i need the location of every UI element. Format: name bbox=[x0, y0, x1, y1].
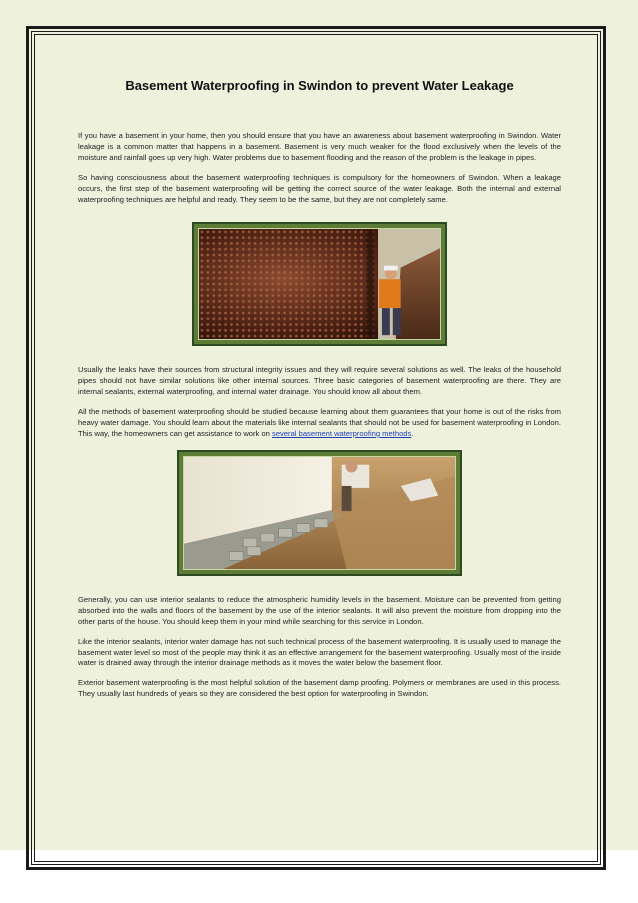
photo-membrane-installation bbox=[192, 222, 447, 346]
paragraph-interior-sealants: Generally, you can use interior sealants to reduce the atmospheric humidity levels in the basement. Moisture can be prevented from getting absorbed into the walls and floors of the basement by the use of the interior sealants. It will also prevent the moisture from dropping into the other parts of the house. You should keep them in your mind while searching for this service in London. bbox=[78, 594, 561, 626]
paragraph-methods bbox=[78, 407, 561, 440]
membrane-wall-image bbox=[199, 229, 440, 339]
document-body bbox=[78, 72, 561, 700]
paragraph-consciousness: So having consciousness about the basement waterproofing techniques is compulsory for the homeowners of Swindon. When a leakage occurs, the first step of the basement waterproofing will be getting the correct source of the water leakage. Both the internal and external waterproofing techniques are helpful and ready. They seem to be the same, but they are not completely same. bbox=[78, 172, 561, 204]
paragraph-interior-damage: Like the interior sealants, interior water damage has not such technical process of the basement waterproofing. It is usually used to manage the basement water level so most of the people may think it as an effective arrangement for the basement waterproofing. Usually most of the inside water is drained away through the interior drainage methods as it moves the water below the basement floor. bbox=[78, 636, 561, 668]
document-title: Basement Waterproofing in Swindon to prevent Water Leakage bbox=[125, 78, 514, 93]
paragraph-methods-text: All the methods of basement waterproofing should be studied because learning about them guarantees that your home is out of the risks from heavy water damage. You should learn about the materials like internal sealants that should not be used for basement waterproofing in London. This way, the homeowners can get assistance to work on bbox=[78, 407, 561, 438]
paragraph-methods-end: . bbox=[411, 428, 414, 438]
paragraph-exterior: Exterior basement waterproofing is the most helpful solution of the basement damp proofing. Polymers or membranes are used in this process. They usually last hundreds of years so they are considered the best option for waterproofing in Swindon. bbox=[78, 678, 561, 699]
paragraph-intro: If you have a basement in your home, then you should ensure that you have an awareness about basement waterproofing in Swindon. Water leakage is a common matter that happens in a basement. Basement is very much weaker for the flood exclusively when the levels of the moisture and rainfall goes up very high. Water problems due to basement flooding and the reason of the problem is the leakage in pipes. bbox=[78, 131, 561, 162]
drainage-trench-image bbox=[184, 457, 455, 569]
waterproofing-methods-link[interactable]: several basement waterproofing methods bbox=[272, 428, 412, 438]
photo-basement-drainage bbox=[177, 450, 462, 576]
paragraph-leak-sources: Usually the leaks have their sources from structural integrity issues and they will require several solutions as well. The leaks of the household pipes should not have similar solutions like other internal sources. Three basic categories of basement waterproofing are there. They are internal sealants, external waterproofing, and internal water drainage. You should know all about them. bbox=[78, 365, 561, 397]
